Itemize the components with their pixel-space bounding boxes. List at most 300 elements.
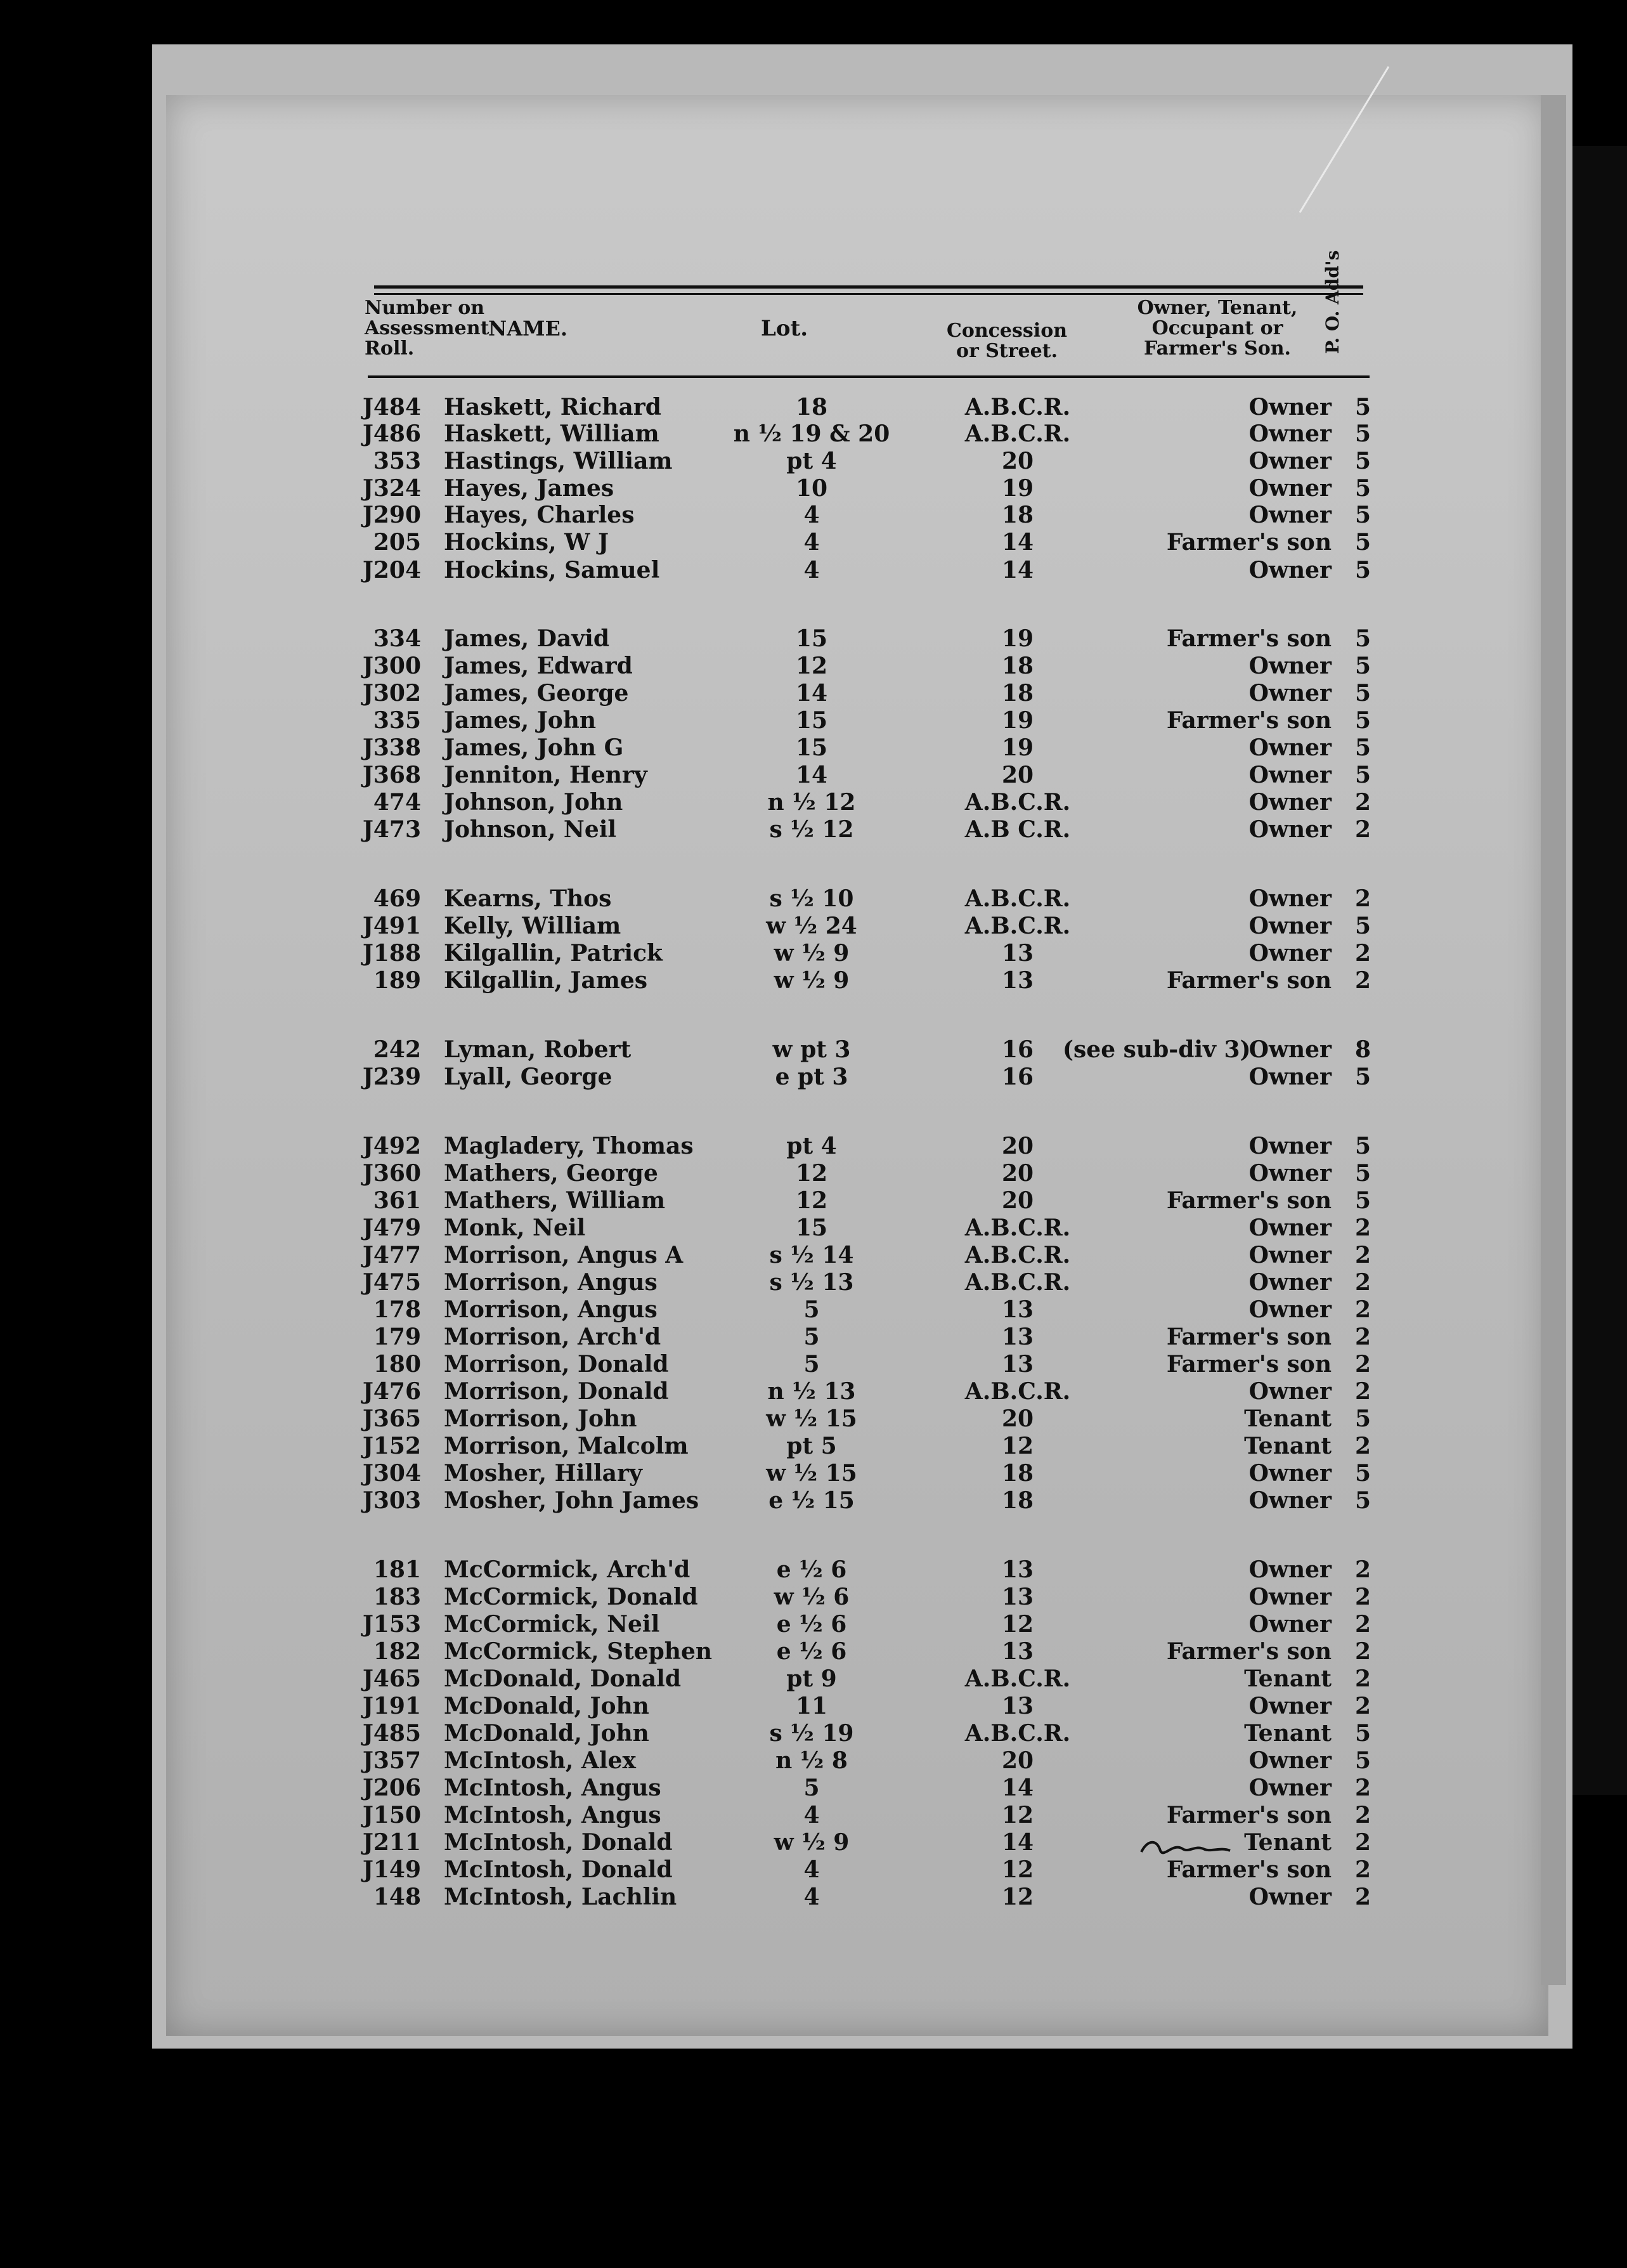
table-row [0, 1719, 1627, 1747]
po-address: 2 [1354, 1884, 1371, 1910]
ratepayer-name: James, George [444, 680, 629, 707]
lot: 10 [795, 475, 828, 502]
ratepayer-name: Mathers, William [444, 1187, 666, 1214]
roll-number: J153 [362, 1611, 421, 1638]
lot: e pt 3 [775, 1064, 848, 1090]
concession: A.B.C.R. [964, 789, 1071, 816]
po-address: 5 [1354, 1487, 1371, 1514]
po-address: 5 [1354, 1405, 1371, 1432]
occupancy-status: Owner [1248, 1775, 1332, 1801]
po-address: 5 [1354, 557, 1371, 583]
lot: 12 [795, 1187, 828, 1214]
lot: 5 [803, 1296, 820, 1323]
table-row [0, 556, 1627, 584]
lot: s ½ 14 [769, 1242, 854, 1268]
occupancy-status: Owner [1248, 762, 1332, 788]
ratepayer-name: Morrison, Angus [444, 1269, 658, 1296]
table-row [0, 1828, 1627, 1856]
roll-number: J476 [362, 1378, 421, 1405]
table-row [0, 1665, 1627, 1693]
roll-number: J479 [362, 1215, 421, 1241]
ratepayer-name: Mathers, George [444, 1160, 658, 1187]
ratepayer-name: James, David [444, 625, 609, 652]
po-address: 2 [1354, 816, 1371, 843]
lot: 4 [803, 1884, 820, 1910]
lot: n ½ 19 & 20 [733, 420, 890, 447]
concession: 13 [1001, 967, 1034, 994]
po-address: 5 [1354, 1720, 1371, 1747]
po-address: 2 [1354, 1584, 1371, 1610]
po-address: 2 [1354, 1433, 1371, 1459]
po-address: 5 [1354, 707, 1371, 734]
concession: A.B.C.R. [964, 1378, 1071, 1405]
roll-number: 148 [373, 1884, 421, 1910]
po-address: 2 [1354, 1611, 1371, 1638]
header-name: NAME. [488, 316, 568, 341]
po-address: 2 [1354, 1638, 1371, 1665]
occupancy-status: Tenant [1244, 1829, 1332, 1856]
ratepayer-name: Magladery, Thomas [444, 1133, 694, 1159]
concession: 19 [1001, 707, 1034, 734]
lot: s ½ 10 [769, 885, 854, 912]
concession: 13 [1001, 1693, 1034, 1719]
lot: e ½ 6 [776, 1638, 847, 1665]
lot: w ½ 9 [774, 967, 850, 994]
lot: s ½ 19 [769, 1720, 854, 1747]
lot: w ½ 15 [766, 1460, 857, 1487]
concession: 20 [1001, 1747, 1034, 1774]
po-address: 5 [1354, 394, 1371, 420]
ratepayer-name: Lyall, George [444, 1064, 613, 1090]
po-address: 8 [1354, 1036, 1371, 1063]
lot: 15 [795, 734, 828, 761]
header-concession: Concession or Street. [946, 320, 1068, 362]
occupancy-status: Owner [1248, 1884, 1332, 1910]
po-address: 2 [1354, 967, 1371, 994]
lot: 12 [795, 1160, 828, 1187]
table-row [0, 1187, 1627, 1215]
header-owner-status: Owner, Tenant, Occupant or Farmer's Son. [1137, 297, 1298, 360]
table-row [0, 1556, 1627, 1584]
concession: 12 [1001, 1802, 1034, 1828]
occupancy-status: Owner [1248, 789, 1332, 816]
occupancy-status: Owner [1248, 1036, 1332, 1063]
ratepayer-name: Morrison, Malcolm [444, 1433, 689, 1459]
occupancy-status: Owner [1248, 940, 1332, 967]
concession: 16 [1001, 1064, 1034, 1090]
occupancy-status: Owner [1248, 885, 1332, 912]
concession: 12 [1001, 1884, 1034, 1910]
table-row [0, 652, 1627, 680]
lot: pt 5 [786, 1433, 837, 1459]
ratepayer-name: McDonald, Donald [444, 1665, 681, 1692]
occupancy-status: Farmer's son [1166, 1351, 1332, 1378]
ratepayer-name: Haskett, William [444, 420, 659, 447]
occupancy-status: Owner [1248, 653, 1332, 679]
occupancy-status: Owner [1248, 1296, 1332, 1323]
lot: 5 [803, 1775, 820, 1801]
lot: w ½ 15 [766, 1405, 857, 1432]
roll-number: 189 [373, 967, 421, 994]
lot: 18 [795, 394, 828, 420]
table-row [0, 447, 1627, 475]
concession: 18 [1001, 653, 1034, 679]
ratepayer-name: Jenniton, Henry [444, 762, 647, 788]
concession: A.B.C.R. [964, 420, 1071, 447]
roll-number: J324 [362, 475, 421, 502]
ratepayer-name: Morrison, Angus A [444, 1242, 684, 1268]
ratepayer-name: Hayes, Charles [444, 502, 635, 528]
concession: 20 [1001, 1405, 1034, 1432]
po-address: 5 [1354, 625, 1371, 652]
occupancy-status: Farmer's son [1166, 625, 1332, 652]
concession: 13 [1001, 1638, 1034, 1665]
occupancy-status: Owner [1248, 680, 1332, 707]
roll-number: J338 [362, 734, 421, 761]
roll-number: J477 [362, 1242, 421, 1268]
lot: w ½ 6 [774, 1584, 850, 1610]
po-address: 2 [1354, 1242, 1371, 1268]
occupancy-status: Owner [1248, 1487, 1332, 1514]
row-note: (see sub-div 3) [1063, 1036, 1251, 1063]
lot: n ½ 8 [775, 1747, 848, 1774]
occupancy-status: Owner [1248, 1133, 1332, 1159]
occupancy-status: Farmer's son [1166, 1187, 1332, 1214]
concession: 19 [1001, 734, 1034, 761]
table-row [0, 393, 1627, 421]
po-address: 2 [1354, 1269, 1371, 1296]
po-address: 2 [1354, 1351, 1371, 1378]
roll-number: 178 [373, 1296, 421, 1323]
lot: e ½ 15 [768, 1487, 855, 1514]
occupancy-status: Owner [1248, 557, 1332, 583]
concession: 20 [1001, 762, 1034, 788]
lot: 5 [803, 1351, 820, 1378]
table-row [0, 912, 1627, 940]
table-row [0, 1132, 1627, 1160]
concession: 13 [1001, 1296, 1034, 1323]
table-row [0, 1638, 1627, 1665]
ratepayer-name: McIntosh, Donald [444, 1856, 673, 1883]
po-address: 5 [1354, 1064, 1371, 1090]
roll-number: 334 [373, 625, 421, 652]
roll-number: J368 [362, 762, 421, 788]
lot: 4 [803, 529, 820, 556]
roll-number: J149 [362, 1856, 421, 1883]
table-row [0, 1405, 1627, 1433]
lot: 4 [803, 1856, 820, 1883]
lot: w ½ 24 [766, 913, 857, 939]
occupancy-status: Owner [1248, 1378, 1332, 1405]
table-row [0, 1323, 1627, 1351]
concession: A.B.C.R. [964, 885, 1071, 912]
table-row [0, 816, 1627, 844]
roll-number: 361 [373, 1187, 421, 1214]
ratepayer-name: Hayes, James [444, 475, 614, 502]
lot: 5 [803, 1324, 820, 1350]
po-address: 5 [1354, 653, 1371, 679]
lot: 4 [803, 502, 820, 528]
concession: A.B C.R. [964, 816, 1071, 843]
concession: 20 [1001, 1187, 1034, 1214]
concession: A.B.C.R. [964, 1242, 1071, 1268]
lot: w pt 3 [772, 1036, 851, 1063]
concession: 20 [1001, 448, 1034, 474]
ratepayer-name: Kearns, Thos [444, 885, 612, 912]
po-address: 2 [1354, 1829, 1371, 1856]
lot: pt 4 [786, 448, 837, 474]
po-address: 2 [1354, 1856, 1371, 1883]
concession: 12 [1001, 1611, 1034, 1638]
concession: 13 [1001, 1324, 1034, 1350]
ratepayer-name: Monk, Neil [444, 1215, 586, 1241]
ratepayer-name: Kilgallin, James [444, 967, 648, 994]
po-address: 2 [1354, 1802, 1371, 1828]
roll-number: J357 [362, 1747, 421, 1774]
header-po-address: P. O. Add's [1322, 250, 1343, 354]
table-row [0, 761, 1627, 789]
occupancy-status: Farmer's son [1166, 707, 1332, 734]
table-row [0, 734, 1627, 762]
po-address: 5 [1354, 1133, 1371, 1159]
roll-number: J191 [362, 1693, 421, 1719]
ratepayer-name: James, John G [444, 734, 624, 761]
concession: 18 [1001, 502, 1034, 528]
roll-number: J152 [362, 1433, 421, 1459]
roll-number: J465 [362, 1665, 421, 1692]
ratepayer-name: Morrison, Donald [444, 1351, 669, 1378]
ratepayer-name: McIntosh, Angus [444, 1802, 661, 1828]
lot: e ½ 6 [776, 1611, 847, 1638]
po-address: 5 [1354, 420, 1371, 447]
table-row [0, 788, 1627, 816]
table-row [0, 1432, 1627, 1460]
roll-number: J491 [362, 913, 421, 939]
occupancy-status: Owner [1248, 1460, 1332, 1487]
ratepayer-name: Mosher, Hillary [444, 1460, 642, 1487]
po-address: 2 [1354, 1556, 1371, 1583]
occupancy-status: Farmer's son [1166, 967, 1332, 994]
occupancy-status: Owner [1248, 816, 1332, 843]
lot: 11 [795, 1693, 828, 1719]
ratepayer-name: James, Edward [444, 653, 633, 679]
occupancy-status: Tenant [1244, 1665, 1332, 1692]
concession: 20 [1001, 1133, 1034, 1159]
roll-number: J485 [362, 1720, 421, 1747]
table-row [0, 707, 1627, 734]
ratepayer-name: McCormick, Donald [444, 1584, 698, 1610]
po-address: 2 [1354, 1665, 1371, 1692]
occupancy-status: Owner [1248, 394, 1332, 420]
table-row [0, 501, 1627, 529]
roll-number: 335 [373, 707, 421, 734]
concession: 16 [1001, 1036, 1034, 1063]
roll-number: J188 [362, 940, 421, 967]
lot: w ½ 9 [774, 1829, 850, 1856]
po-address: 5 [1354, 502, 1371, 528]
occupancy-status: Farmer's son [1166, 1638, 1332, 1665]
roll-number: J475 [362, 1269, 421, 1296]
header-roll: Number on Assessment Roll. [365, 297, 489, 360]
roll-number: J211 [362, 1829, 421, 1856]
occupancy-status: Owner [1248, 1242, 1332, 1268]
concession: A.B.C.R. [964, 913, 1071, 939]
table-row [0, 474, 1627, 502]
table-row [0, 1583, 1627, 1611]
po-address: 5 [1354, 762, 1371, 788]
ratepayer-name: Hockins, Samuel [444, 557, 660, 583]
occupancy-status: Owner [1248, 1747, 1332, 1774]
concession: A.B.C.R. [964, 1269, 1071, 1296]
ratepayer-name: Haskett, Richard [444, 394, 661, 420]
po-address: 5 [1354, 680, 1371, 707]
ratepayer-name: McCormick, Neil [444, 1611, 660, 1638]
handwritten-correction [1138, 1833, 1233, 1865]
lot: n ½ 13 [767, 1378, 856, 1405]
occupancy-status: Owner [1248, 420, 1332, 447]
roll-number: J239 [362, 1064, 421, 1090]
roll-number: J492 [362, 1133, 421, 1159]
concession: 13 [1001, 1556, 1034, 1583]
lot: 15 [795, 707, 828, 734]
lot: s ½ 12 [769, 816, 854, 843]
table-row [0, 1063, 1627, 1091]
roll-number: J150 [362, 1802, 421, 1828]
concession: 14 [1001, 1775, 1034, 1801]
po-address: 5 [1354, 475, 1371, 502]
occupancy-status: Tenant [1244, 1720, 1332, 1747]
lot: w ½ 9 [774, 940, 850, 967]
concession: A.B.C.R. [964, 1665, 1071, 1692]
table-row [0, 1214, 1627, 1242]
ratepayer-name: Morrison, Donald [444, 1378, 669, 1405]
concession: 14 [1001, 529, 1034, 556]
header-lot: Lot. [761, 316, 808, 341]
ratepayer-name: Johnson, John [444, 789, 623, 816]
lot: n ½ 12 [767, 789, 856, 816]
concession: 14 [1001, 1829, 1034, 1856]
occupancy-status: Owner [1248, 475, 1332, 502]
lot: 15 [795, 1215, 828, 1241]
table-row [0, 1856, 1627, 1884]
roll-number: 469 [373, 885, 421, 912]
ratepayer-name: McDonald, John [444, 1693, 649, 1719]
concession: 19 [1001, 475, 1034, 502]
lot: 15 [795, 625, 828, 652]
table-row [0, 625, 1627, 653]
ratepayer-name: Morrison, Angus [444, 1296, 658, 1323]
table-row [0, 1459, 1627, 1487]
roll-number: J204 [362, 557, 421, 583]
ratepayer-name: Hastings, William [444, 448, 673, 474]
occupancy-status: Farmer's son [1166, 1856, 1332, 1883]
table-row [0, 967, 1627, 994]
roll-number: J365 [362, 1405, 421, 1432]
roll-number: J484 [362, 394, 421, 420]
concession: A.B.C.R. [964, 1720, 1071, 1747]
roll-number: J206 [362, 1775, 421, 1801]
lot: 4 [803, 557, 820, 583]
table-row [0, 1610, 1627, 1638]
table-row [0, 1883, 1627, 1911]
concession: 19 [1001, 625, 1034, 652]
roll-number: J304 [362, 1460, 421, 1487]
lot: 4 [803, 1802, 820, 1828]
ratepayer-name: McDonald, John [444, 1720, 649, 1747]
po-address: 5 [1354, 734, 1371, 761]
occupancy-status: Owner [1248, 1215, 1332, 1241]
ratepayer-name: Johnson, Neil [444, 816, 617, 843]
ratepayer-name: Morrison, Arch'd [444, 1324, 661, 1350]
occupancy-status: Owner [1248, 1556, 1332, 1583]
lot: 14 [795, 680, 828, 707]
concession: 13 [1001, 1351, 1034, 1378]
table-row [0, 1268, 1627, 1296]
po-address: 2 [1354, 789, 1371, 816]
table-row [0, 1036, 1627, 1064]
roll-number: 182 [373, 1638, 421, 1665]
occupancy-status: Owner [1248, 1584, 1332, 1610]
ratepayer-name: Kilgallin, Patrick [444, 940, 663, 967]
roll-number: 474 [373, 789, 421, 816]
occupancy-status: Owner [1248, 734, 1332, 761]
ratepayer-name: Kelly, William [444, 913, 621, 939]
po-address: 5 [1354, 1160, 1371, 1187]
table-row [0, 420, 1627, 448]
table-row [0, 1159, 1627, 1187]
table-row [0, 1747, 1627, 1775]
table-row [0, 1241, 1627, 1269]
roll-number: 183 [373, 1584, 421, 1610]
roll-number: J302 [362, 680, 421, 707]
occupancy-status: Tenant [1244, 1405, 1332, 1432]
roll-number: J486 [362, 420, 421, 447]
po-address: 2 [1354, 1693, 1371, 1719]
concession: A.B.C.R. [964, 1215, 1071, 1241]
table-row [0, 885, 1627, 913]
table-row [0, 679, 1627, 707]
concession: 12 [1001, 1433, 1034, 1459]
po-address: 2 [1354, 1378, 1371, 1405]
table-row [0, 1692, 1627, 1720]
lot: pt 9 [786, 1665, 837, 1692]
table-row [0, 528, 1627, 556]
concession: 12 [1001, 1856, 1034, 1883]
roll-number: 353 [373, 448, 421, 474]
occupancy-status: Farmer's son [1166, 1324, 1332, 1350]
concession: 13 [1001, 940, 1034, 967]
lot: pt 4 [786, 1133, 837, 1159]
roll-number: J303 [362, 1487, 421, 1514]
concession: 18 [1001, 1487, 1034, 1514]
concession: 13 [1001, 1584, 1034, 1610]
table-row [0, 1296, 1627, 1324]
concession: 14 [1001, 557, 1034, 583]
table-row [0, 1801, 1627, 1829]
concession: 18 [1001, 1460, 1034, 1487]
occupancy-status: Owner [1248, 448, 1332, 474]
lot: 12 [795, 653, 828, 679]
occupancy-status: Owner [1248, 913, 1332, 939]
table-row [0, 939, 1627, 967]
po-address: 2 [1354, 1775, 1371, 1801]
concession: 20 [1001, 1160, 1034, 1187]
concession: A.B.C.R. [964, 394, 1071, 420]
ratepayer-name: McIntosh, Alex [444, 1747, 636, 1774]
ratepayer-name: McCormick, Stephen [444, 1638, 713, 1665]
roll-number: J360 [362, 1160, 421, 1187]
po-address: 2 [1354, 940, 1371, 967]
